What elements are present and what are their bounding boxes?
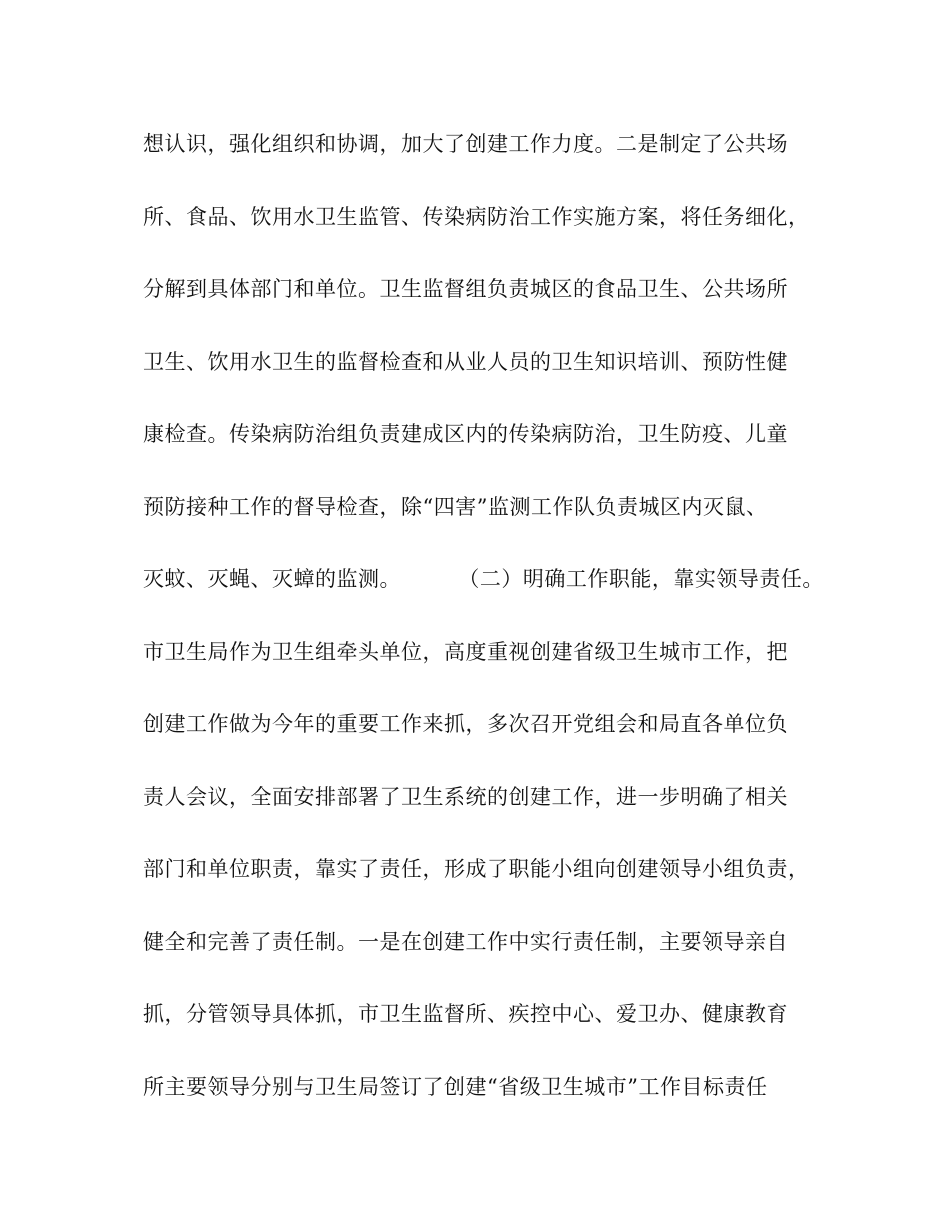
text-line: 创建工作做为今年的重要工作来抓，多次召开党组会和局直各单位负	[143, 712, 788, 736]
text-line: 市卫生局作为卫生组牵头单位，高度重视创建省级卫生城市工作，把	[143, 639, 788, 664]
text-line: 所主要领导分别与卫生局签订了创建“省级卫生城市”工作目标责任	[143, 1074, 768, 1099]
text-line: 分解到具体部门和单位。卫生监督组负责城区的食品卫生、公共场所	[143, 277, 788, 301]
text-line: 健全和完善了责任制。一是在创建工作中实行责任制，主要领导亲自	[143, 929, 788, 954]
body-text	[143, 124, 823, 1139]
text-line: 抓，分管领导具体抓，市卫生监督所、疾控中心、爱卫办、健康教育	[143, 1002, 788, 1026]
text-line: 预防接种工作的督导检查，除“四害”监测工作队负责城区内灭鼠、	[143, 494, 768, 519]
text-line: 想认识，强化组织和协调，加大了创建工作力度。二是制定了公共场	[143, 132, 788, 156]
text-line: 灭蚊、灭蝇、灭蟑的监测。 （二）明确工作职能，靠实领导责任。	[143, 567, 824, 591]
text-line: 所、食品、饮用水卫生监管、传染病防治工作实施方案，将任务细化，	[143, 204, 810, 229]
text-line: 部门和单位职责，靠实了责任，形成了职能小组向创建领导小组负责，	[143, 857, 810, 881]
text-line: 卫生、饮用水卫生的监督检查和从业人员的卫生知识培训、预防性健	[143, 349, 788, 374]
text-line: 康检查。传染病防治组负责建成区内的传染病防治，卫生防疫、儿童	[143, 422, 788, 446]
text-line: 责人会议，全面安排部署了卫生系统的创建工作，进一步明确了相关	[143, 784, 788, 809]
